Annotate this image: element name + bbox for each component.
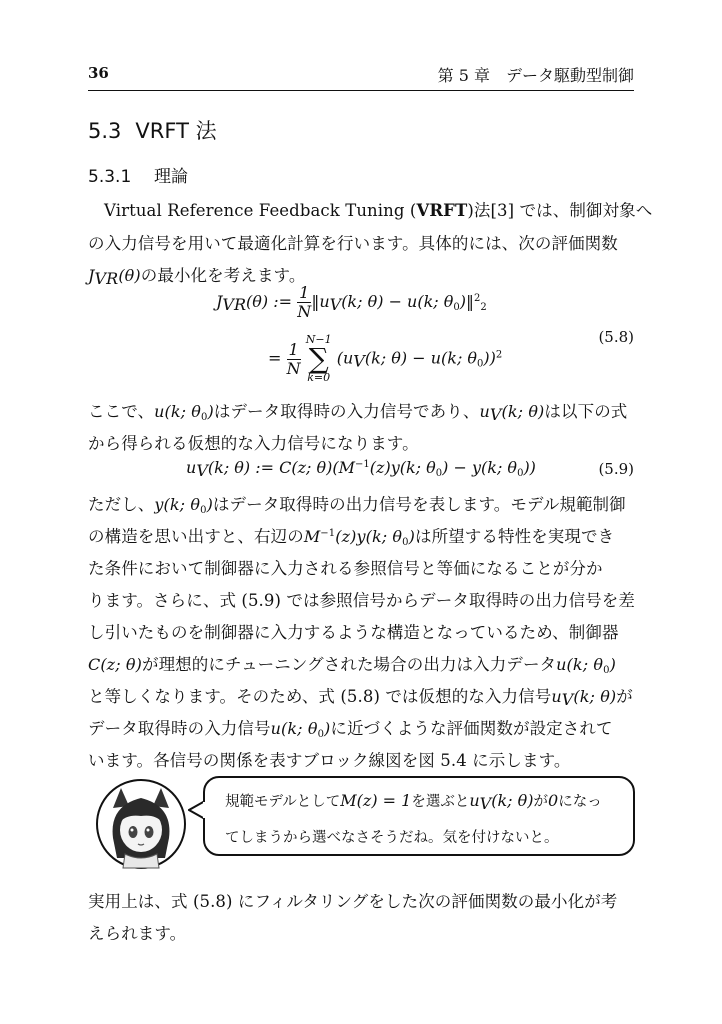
fraction: $\frac{1}{N}$ — [286, 339, 301, 378]
paragraph-line: の構造を思い出すと、右辺の$M^{-1}(z)y(k$; $\theta_0$)は所望する特性を実現でき — [88, 527, 615, 548]
subsection-number: 5.3.1 — [88, 167, 132, 187]
paragraph-line: データ取得時の入力信号u(k; $\theta_0$)に近づくような評価関数が設定されて — [88, 719, 613, 740]
subsection-title: 理論 — [154, 167, 188, 187]
paragraph-line: ここで、u(k; $\theta_0$)はデータ取得時の入力信号であり、$u_V(k$; θ)は以下の式 — [88, 402, 628, 424]
paragraph-line: ただし、y(k; $\theta_0$)はデータ取得時の出力信号を表します。モデル規範制御 — [88, 495, 626, 516]
paragraph-line: の入力信号を用いて最適化計算を行います。具体的には、次の評価関数 — [88, 234, 618, 253]
equation-5-8-row2: = $\frac{1}{N}$ N−1 ∑ k=0 ($u_V(k$; θ) − u(k; $\theta_0))^2$ — [268, 333, 503, 384]
paragraph-line: から得られる仮想的な入力信号になります。 — [88, 434, 419, 453]
paragraph-line: し引いたものを制御器に入力するような構造となっているため、制御器 — [88, 623, 619, 642]
equation-5-8-row1: $J_{VR}(\theta)$ := $\frac{1}{N}$ $‖u_V(k$; θ) − u(k; $\theta_0)‖^2_2$ — [216, 283, 487, 321]
paragraph-line: えられます。 — [88, 924, 187, 943]
paragraph-line: ります。さらに、式 (5.9) では参照信号からデータ取得時の出力信号を差 — [88, 591, 635, 610]
bubble-line: 規範モデルとしてM(z) = 1を選ぶと$u_V(k$; θ)が0になっ — [225, 791, 602, 813]
paragraph-line: た条件において制御器に入力される参照信号と等価になることが分か — [88, 559, 603, 578]
header-rule — [88, 90, 634, 91]
section-number: 5.3 — [88, 119, 122, 143]
equation-number: (5.9) — [598, 460, 634, 478]
bubble-line: てしまうから選べなさそうだね。気を付けないと。 — [225, 830, 559, 846]
paragraph-line: $J_{VR}(\theta)$の最小化を考えます。 — [88, 266, 306, 288]
character-avatar — [95, 778, 187, 870]
equation-number: (5.8) — [598, 328, 634, 346]
paragraph-line: います。各信号の関係を表すブロック線図を図 5.4 に示します。 — [88, 751, 571, 770]
summation: N−1 ∑ k=0 — [305, 333, 332, 384]
fraction: $\frac{1}{N}$ — [297, 283, 312, 321]
section-heading — [88, 115, 217, 145]
paragraph-line: Virtual Reference Feedback Tuning (VRFT)法[3] では、制御対象へ — [104, 201, 653, 220]
paragraph-line: 実用上は、式 (5.8) にフィルタリングをした次の評価関数の最小化が考 — [88, 892, 618, 911]
chapter-title: 第 5 章 データ駆動型制御 — [437, 66, 634, 85]
paragraph-line: と等しくなります。そのため、式 (5.8) では仮想的な入力信号$u_V(k$; θ)が — [88, 687, 633, 709]
page-number: 36 — [88, 64, 109, 82]
subsection-heading — [88, 162, 188, 187]
speech-bubble — [203, 776, 635, 856]
paragraph-line: C(z; θ)が理想的にチューニングされた場合の出力は入力データu(k; $\theta_0$) — [88, 655, 616, 676]
bubble-tail-mask — [203, 800, 207, 820]
section-title: VRFT 法 — [135, 119, 217, 143]
equation-5-9: $u_V(k$; θ) := C(z; $\theta)(M^{-1}(z)y(k$; $\theta_0) - y(k$; $\theta_0$)) — [186, 458, 536, 480]
